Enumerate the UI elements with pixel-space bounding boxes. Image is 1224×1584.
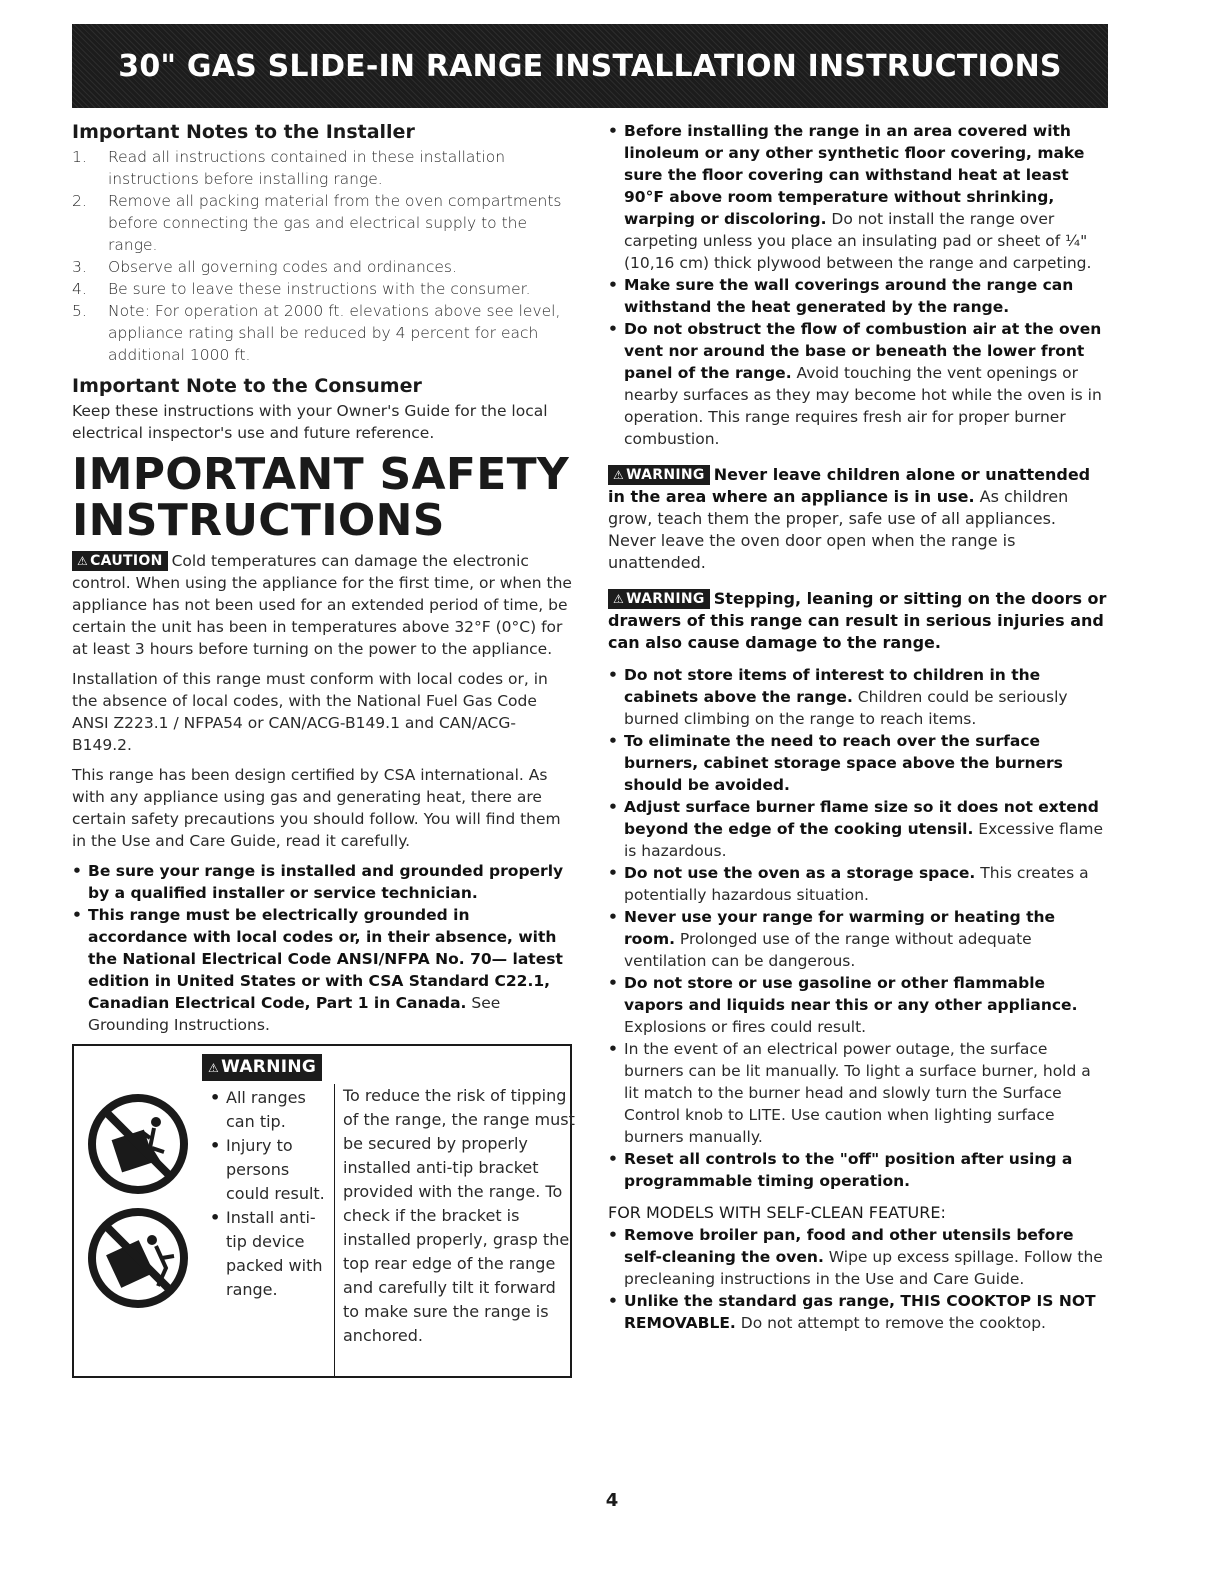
list-item xyxy=(72,190,572,256)
bullet-rest: See Grounding Instructions. xyxy=(88,994,501,1034)
bullet-bold: Remove broiler pan, food and other utensils before self-cleaning the oven. xyxy=(624,1226,1074,1266)
list-item xyxy=(72,256,572,278)
installer-notes-list xyxy=(72,146,572,366)
bullet-bold: Do not store items of interest to children in the cabinets above the range. xyxy=(624,666,1041,706)
tip-over-warning-box xyxy=(72,1044,575,1378)
bullet-rest: Do not install the range over carpeting unless you place an insulating pad or sheet of ¼" (10,16 cm) thick plywood between the range and carpeting. xyxy=(624,210,1092,272)
page-title: 30" GAS SLIDE-IN RANGE INSTALLATION INSTRUCTIONS xyxy=(118,48,1062,84)
warning-label: WARNING xyxy=(626,591,705,607)
stepping-warning xyxy=(608,588,1108,654)
bullet-bold: Reset all controls to the "off" position after using a programmable timing operation. xyxy=(624,1150,1073,1190)
warning-label: WARNING xyxy=(221,1057,317,1077)
tip-over-prohibited-icon xyxy=(86,1092,190,1196)
bullet-rest: Children could be seriously burned climbing on the range to reach items. xyxy=(624,688,1068,728)
list-item xyxy=(608,972,1108,1038)
cabinet-safety-bullets xyxy=(608,664,1108,1192)
bullet-bold: To eliminate the need to reach over the surface burners, cabinet storage space above the burners should be avoided. xyxy=(624,732,1063,794)
list-item xyxy=(608,1224,1108,1290)
safety-title-line-1: IMPORTANT SAFETY xyxy=(72,449,570,500)
warning-triangle-icon: ⚠ xyxy=(613,592,625,606)
page-number: 4 xyxy=(605,1490,619,1511)
caution-badge xyxy=(72,551,168,571)
item-number: 4. xyxy=(72,280,87,298)
list-item xyxy=(608,664,1108,730)
list-item xyxy=(608,730,1108,796)
caution-paragraph xyxy=(72,550,572,660)
item-number: 2. xyxy=(72,192,87,210)
list-item xyxy=(72,860,572,904)
warning-label: WARNING xyxy=(626,467,705,483)
bullet-bold: Do not obstruct the flow of combustion air at the oven vent nor around the base or beneath the lower front panel of the range. xyxy=(624,320,1102,382)
list-item xyxy=(72,904,572,1036)
safety-title-line-2: INSTRUCTIONS xyxy=(72,495,445,546)
bullet-bold: Adjust surface burner flame size so it does not extend beyond the edge of the cooking utensil. xyxy=(624,798,1099,838)
warning-badge xyxy=(608,589,710,609)
consumer-note-text: Keep these instructions with your Owner's Guide for the local electrical inspector's use and future reference. xyxy=(72,402,548,442)
item-text: Read all instructions contained in these installation instructions before installing range. xyxy=(108,148,506,188)
bullet-rest: Prolonged use of the range without adequate ventilation can be dangerous. xyxy=(624,930,1032,970)
item-text: Be sure to leave these instructions with the consumer. xyxy=(108,280,531,298)
bullet-bold: Do not use the oven as a storage space. xyxy=(624,864,976,882)
tip-bullet-list xyxy=(210,1086,330,1302)
list-item xyxy=(608,318,1108,450)
warnbox-badge xyxy=(202,1054,326,1081)
bullet-rest: Excessive flame is hazardous. xyxy=(624,820,1104,860)
item-text: Note: For operation at 2000 ft. elevations above see level, appliance rating shall be reduced by 4 percent for each additional 1000 ft. xyxy=(108,302,561,364)
list-item xyxy=(608,906,1108,972)
list-item xyxy=(72,300,572,366)
bullet-bold: Do not store or use gasoline or other flammable vapors and liquids near this or any other appliance. xyxy=(624,974,1078,1014)
warning-triangle-icon: ⚠ xyxy=(77,554,89,568)
bullet-rest: In the event of an electrical power outage, the surface burners can be lit manually. To light a surface burner, hold a lit match to the burner head and slowly turn the Surface Control knob to LITE. Use caution when lighting surface burners manually. xyxy=(624,1040,1091,1146)
item-number: 3. xyxy=(72,258,87,276)
bullet-bold: Be sure your range is installed and grounded properly by a qualified installer or service technician. xyxy=(88,862,564,902)
bullet-bold: This range must be electrically grounded in accordance with local codes or, in their absence, with the National Electrical Code ANSI/NFPA No. 70— latest edition in United States or with CSA Standard C22.1, Canadian Electrical Code, Part 1 in Canada. xyxy=(88,906,563,1012)
list-item xyxy=(72,146,572,190)
left-column xyxy=(72,120,575,1378)
floor-wall-bullets xyxy=(608,120,1108,450)
list-item: • Injury to persons could result. xyxy=(210,1134,330,1206)
list-item: • Install anti-tip device packed with range. xyxy=(210,1206,330,1302)
page-header-banner xyxy=(72,24,1108,108)
tip-over-icons xyxy=(86,1092,198,1320)
bullet-rest: This creates a potentially hazardous situation. xyxy=(624,864,1089,904)
warning-bold: Stepping, leaning or sitting on the doors or drawers of this range can result in serious injuries and can also cause damage to the range. xyxy=(608,589,1107,652)
bullet-rest: Avoid touching the vent openings or nearby surfaces as they may become hot while the oven is in operation. This range requires fresh air for proper burner combustion. xyxy=(624,364,1102,448)
safety-title xyxy=(72,449,572,546)
tip-over-instructions: To reduce the risk of tipping of the range, the range must be secured by properly installed anti-tip bracket provided with the range. To check if the bracket is installed properly, grasp the top rear edge of the range and carefully tilt it forward to make sure the range is anchored. xyxy=(334,1084,575,1376)
installer-notes-heading: Important Notes to the Installer xyxy=(72,121,415,143)
right-column xyxy=(608,120,1108,1340)
warning-badge xyxy=(608,465,710,485)
warning-triangle-icon: ⚠ xyxy=(613,468,625,482)
caution-label: CAUTION xyxy=(90,553,163,569)
caution-text: Cold temperatures can damage the electronic control. When using the appliance for the first time, or when the appliance has not been used for an extended period of time, be certain the unit has been in temperatures above 32°F (0°C) for at least 3 hours before turning on the power to the appliance. xyxy=(72,552,572,658)
list-item xyxy=(608,1290,1108,1334)
children-warning xyxy=(608,464,1108,574)
tip-over-prohibited-icon xyxy=(86,1206,190,1310)
list-item xyxy=(608,1038,1108,1148)
list-item: • All ranges can tip. xyxy=(210,1086,330,1134)
list-item xyxy=(608,862,1108,906)
csa-paragraph: This range has been design certified by CSA international. As with any appliance using gas and generating heat, there are certain safety precautions you should follow. You will find them in the Use and Care Guide, read it carefully. xyxy=(72,766,561,850)
list-item xyxy=(608,120,1108,274)
codes-paragraph: Installation of this range must conform with local codes or, in the absence of local codes, with the National Fuel Gas Code ANSI Z223.1 / NFPA54 or CAN/ACG-B149.1 and CAN/ACG-B149.2. xyxy=(72,670,548,754)
tip-over-bullets xyxy=(210,1086,330,1308)
item-number: 5. xyxy=(72,302,87,320)
bullet-bold: Never use your range for warming or heating the room. xyxy=(624,908,1056,948)
list-item xyxy=(608,796,1108,862)
bullet-bold: Make sure the wall coverings around the range can withstand the heat generated by the range. xyxy=(624,276,1074,316)
consumer-note-heading: Important Note to the Consumer xyxy=(72,375,422,397)
bullet-bold: Unlike the standard gas range, THIS COOKTOP IS NOT REMOVABLE. xyxy=(624,1292,1096,1332)
item-number: 1. xyxy=(72,148,87,166)
bullet-rest: Wipe up excess spillage. Follow the precleaning instructions in the Use and Care Guide. xyxy=(624,1248,1103,1288)
warning-triangle-icon: ⚠ xyxy=(208,1061,220,1075)
list-item xyxy=(608,1148,1108,1192)
list-item xyxy=(72,278,572,300)
grounding-bullets xyxy=(72,860,572,1036)
self-clean-heading: FOR MODELS WITH SELF-CLEAN FEATURE: xyxy=(608,1203,946,1222)
warning-bold: Never leave children alone or unattended in the area where an appliance is in use. xyxy=(608,465,1091,506)
bullet-rest: Do not attempt to remove the cooktop. xyxy=(740,1314,1046,1332)
warning-rest: As children grow, teach them the proper, safe use of all appliances. Never leave the oven door open when the range is unattended. xyxy=(608,487,1069,572)
item-text: Observe all governing codes and ordinances. xyxy=(108,258,457,276)
bullet-rest: Explosions or fires could result. xyxy=(624,1018,867,1036)
item-text: Remove all packing material from the oven compartments before connecting the gas and electrical supply to the range. xyxy=(108,192,562,254)
warning-badge xyxy=(202,1054,322,1081)
self-clean-bullets xyxy=(608,1224,1108,1334)
bullet-bold: Before installing the range in an area covered with linoleum or any other synthetic floor covering, make sure the floor covering can withstand heat at least 90°F above room temperature without shrinking, warping or discoloring. xyxy=(624,122,1085,228)
list-item xyxy=(608,274,1108,318)
